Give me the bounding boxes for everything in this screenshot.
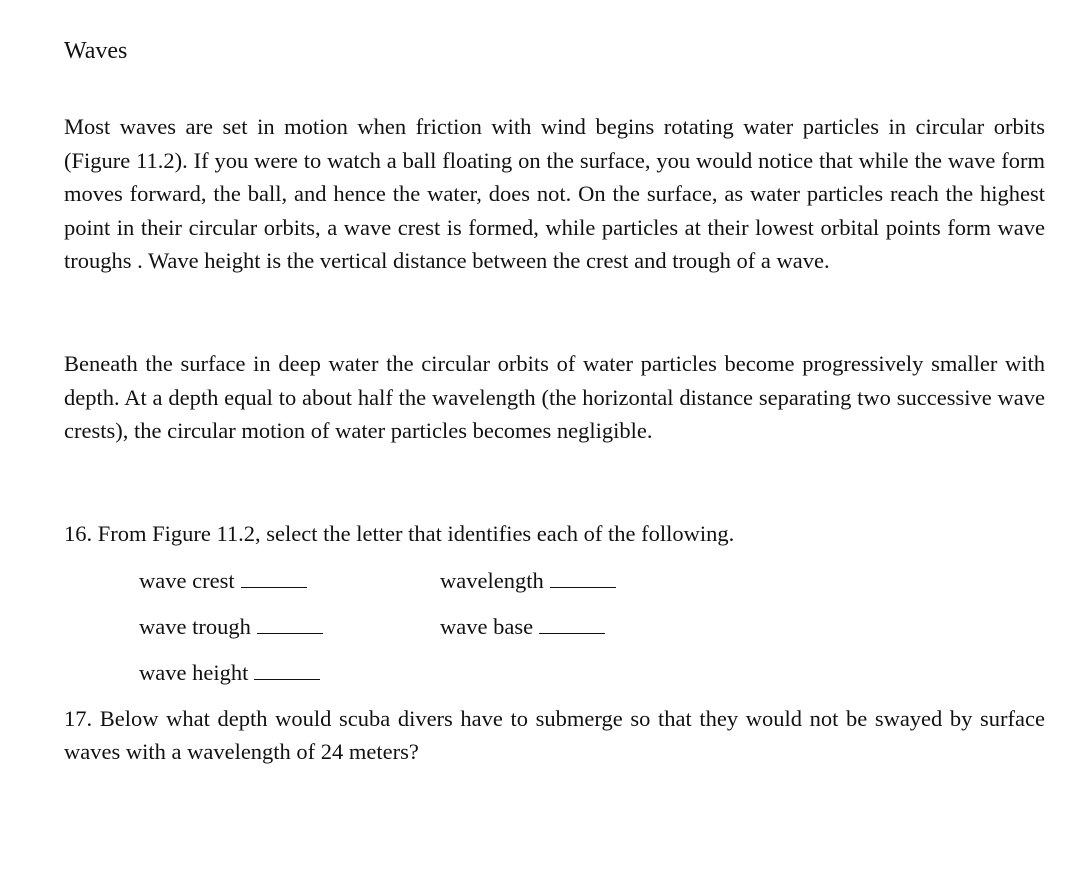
answer-row-wave-base (440, 612, 605, 642)
answer-label-wave-crest: wave crest (139, 568, 235, 593)
answer-row-wavelength (440, 566, 616, 596)
paragraph-deep-water: Beneath the surface in deep water the circular orbits of water particles become progressively smaller with depth. At a depth equal to about half the wavelength (the horizontal distance separating two successive wave crests), the circular motion of water particles becomes negligible. (64, 351, 1045, 443)
answer-blank-wave-trough[interactable] (257, 615, 323, 634)
answer-label-wave-trough: wave trough (139, 614, 251, 639)
paragraph-wave-motion: Most waves are set in motion when friction with wind begins rotating water particles in circular orbits (Figure 11.2). If you were to watch a ball floating on the surface, you would notice that while the wave form moves forward, the ball, and hence the water, does not. On the surface, as water particles reach the highest point in their circular orbits, a wave crest is formed, while particles at their lowest orbital points form wave troughs . Wave height is the vertical distance between the crest and trough of a wave. (64, 114, 1045, 273)
question-17: 17. Below what depth would scuba divers have to submerge so that they would not be swayed by surface waves with a wavelength of 24 meters? (64, 706, 1045, 764)
answer-blank-wave-base[interactable] (539, 615, 605, 634)
answer-blank-wave-height[interactable] (254, 661, 320, 680)
question-16: 16. From Figure 11.2, select the letter that identifies each of the following. (64, 521, 735, 546)
answer-blank-wavelength[interactable] (550, 569, 616, 588)
answer-row-wave-height (139, 658, 320, 688)
answer-label-wave-base: wave base (440, 614, 534, 639)
page-title: Waves (64, 38, 128, 64)
answer-label-wavelength: wavelength (440, 568, 544, 593)
answer-label-wave-height: wave height (139, 660, 249, 685)
answer-row-wave-trough (139, 612, 323, 642)
answer-blank-wave-crest[interactable] (241, 569, 307, 588)
answer-row-wave-crest (139, 566, 307, 596)
